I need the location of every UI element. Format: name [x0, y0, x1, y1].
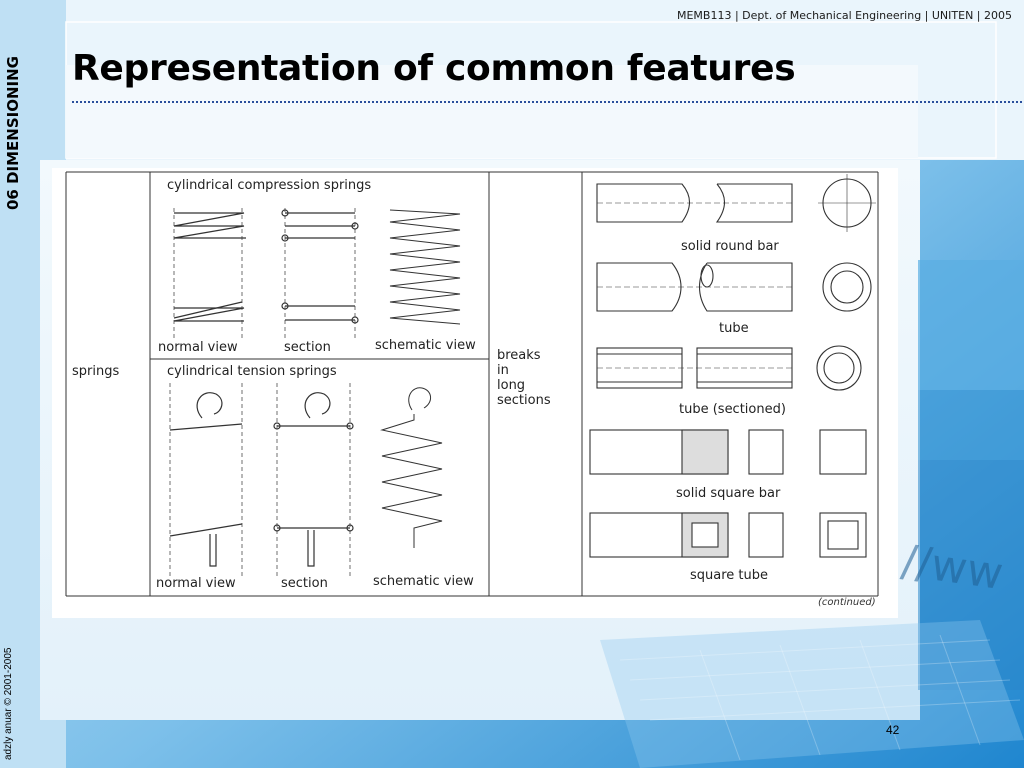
slide-title: Representation of common features	[72, 48, 796, 89]
compression-spring-section	[282, 208, 358, 340]
tube-label: tube	[719, 321, 749, 336]
tension-spring-schematic	[382, 388, 442, 548]
copyright-notice: adzly anuar © 2001-2005	[3, 647, 14, 760]
continued-note: (continued)	[818, 597, 876, 608]
tension-spring-section	[274, 383, 353, 578]
compression-schematic-label: schematic view	[375, 338, 476, 353]
course-header: MEMB113 | Dept. of Mechanical Engineering | UNITEN | 2005	[676, 9, 1012, 22]
breaks-label-line-3: long	[497, 378, 526, 393]
breaks-label-line-2: in	[497, 363, 509, 378]
compression-spring-normal	[174, 208, 246, 340]
solid-square-bar-label: solid square bar	[676, 486, 781, 501]
solid-square-bar-drawing	[590, 430, 866, 474]
compression-section-label: section	[284, 340, 331, 355]
drawing-figure	[52, 168, 898, 618]
tube-sectioned-drawing	[597, 346, 861, 390]
solid-round-bar-drawing	[597, 174, 876, 232]
compression-heading: cylindrical compression springs	[167, 178, 372, 193]
square-tube-drawing	[590, 513, 866, 557]
tube-sectioned-label: tube (sectioned)	[679, 402, 786, 417]
page-number: 42	[886, 723, 900, 737]
springs-row-label: springs	[72, 364, 120, 379]
tension-spring-normal	[170, 383, 242, 578]
tension-section-label: section	[281, 576, 328, 591]
section-label: 06 DIMENSIONING	[4, 56, 22, 210]
compression-normal-label: normal view	[158, 340, 238, 355]
tension-normal-label: normal view	[156, 576, 236, 591]
breaks-label-line-1: breaks	[497, 348, 541, 363]
breaks-label-line-4: sections	[497, 393, 551, 408]
square-tube-label: square tube	[690, 568, 769, 583]
svg-text://ww: //ww	[898, 535, 1007, 601]
tension-schematic-label: schematic view	[373, 574, 474, 589]
title-divider	[72, 101, 1022, 103]
technical-drawing	[52, 168, 898, 618]
tension-heading: cylindrical tension springs	[167, 364, 337, 379]
compression-spring-schematic	[390, 210, 460, 324]
solid-round-bar-label: solid round bar	[681, 239, 779, 254]
tube-drawing	[597, 263, 871, 311]
